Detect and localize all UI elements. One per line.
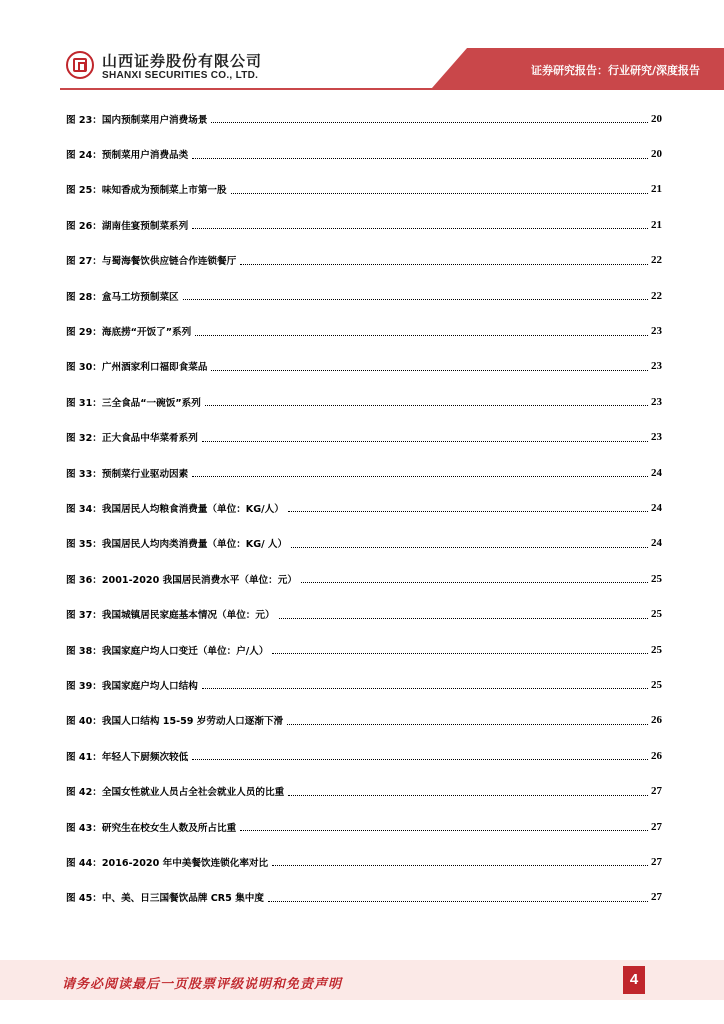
toc-entry-page: 25	[651, 572, 662, 585]
toc-leader-dots	[240, 830, 648, 831]
toc-entry-page: 22	[651, 289, 662, 302]
header-divider	[60, 88, 724, 90]
toc-entry[interactable]	[66, 207, 662, 242]
toc-leader-dots	[272, 865, 648, 866]
toc-entry-page: 22	[651, 254, 662, 267]
toc-entry[interactable]	[66, 243, 662, 278]
toc-entry-label: 图 26：湖南佳宴预制菜系列	[66, 220, 189, 232]
toc-entry-label: 图 44：2016-2020 年中美餐饮连锁化率对比	[66, 857, 269, 869]
toc-entry-label: 图 43：研究生在校女生人数及所占比重	[66, 822, 237, 834]
toc-entry-label: 图 37：我国城镇居民家庭基本情况（单位：元）	[66, 610, 275, 622]
company-logo-icon	[66, 51, 94, 79]
toc-entry[interactable]	[66, 703, 662, 738]
toc-entry-page: 23	[651, 360, 662, 373]
toc-entry-page: 23	[651, 431, 662, 444]
toc-entry-label: 图 33：预制菜行业驱动因素	[66, 468, 189, 480]
toc-entry[interactable]	[66, 596, 662, 631]
toc-entry[interactable]	[66, 136, 662, 171]
page-header	[0, 0, 724, 110]
page-number: 4	[623, 966, 645, 994]
toc-entry-page: 23	[651, 395, 662, 408]
toc-leader-dots	[272, 653, 648, 654]
toc-entry[interactable]	[66, 384, 662, 419]
toc-leader-dots	[291, 547, 648, 548]
toc-entry[interactable]	[66, 632, 662, 667]
toc-entry[interactable]	[66, 172, 662, 207]
toc-leader-dots	[202, 441, 648, 442]
toc-entry-label: 图 28：盒马工坊预制菜区	[66, 291, 179, 303]
toc-entry-page: 26	[651, 749, 662, 762]
toc-leader-dots	[192, 228, 648, 229]
toc-entry-page: 25	[651, 643, 662, 656]
company-name-cn: 山西证券股份有限公司	[102, 52, 263, 70]
toc-entry[interactable]	[66, 561, 662, 596]
toc-entry-page: 24	[651, 501, 662, 514]
toc-entry-label: 图 24：预制菜用户消费品类	[66, 150, 189, 162]
toc-entry-label: 图 45：中、美、日三国餐饮品牌 CR5 集中度	[66, 893, 264, 905]
toc-entry-label: 图 35：我国居民人均肉类消费量（单位：KG/ 人）	[66, 539, 288, 551]
toc-entry-label: 图 29：海底捞“开饭了”系列	[66, 327, 192, 339]
toc-leader-dots	[268, 901, 648, 902]
toc-entry[interactable]	[66, 880, 662, 915]
toc-entry-page: 23	[651, 325, 662, 338]
toc-entry-page: 27	[651, 891, 662, 904]
toc-entry-page: 21	[651, 183, 662, 196]
toc-leader-dots	[211, 370, 648, 371]
figure-list	[66, 101, 662, 915]
toc-entry[interactable]	[66, 349, 662, 384]
toc-entry-label: 图 30：广州酒家利口福即食菜品	[66, 362, 208, 374]
toc-entry-label: 图 34：我国居民人均粮食消费量（单位：KG/人）	[66, 503, 284, 515]
toc-leader-dots	[205, 405, 648, 406]
toc-entry-label: 图 36：2001-2020 我国居民消费水平（单位：元）	[66, 574, 297, 586]
toc-entry[interactable]	[66, 278, 662, 313]
toc-entry[interactable]	[66, 420, 662, 455]
toc-entry[interactable]	[66, 809, 662, 844]
toc-leader-dots	[202, 688, 648, 689]
toc-entry-page: 27	[651, 785, 662, 798]
toc-entry-label: 图 32：正大食品中华菜肴系列	[66, 433, 198, 445]
toc-entry-label: 图 31：三全食品“一碗饭”系列	[66, 397, 201, 409]
toc-entry[interactable]	[66, 667, 662, 702]
toc-entry-page: 26	[651, 714, 662, 727]
toc-leader-dots	[301, 582, 648, 583]
toc-entry-page: 24	[651, 537, 662, 550]
toc-entry-page: 20	[651, 112, 662, 125]
toc-entry-label: 图 41：年轻人下厨频次较低	[66, 751, 189, 763]
toc-entry-page: 20	[651, 148, 662, 161]
toc-leader-dots	[192, 476, 648, 477]
toc-leader-dots	[211, 122, 648, 123]
toc-entry-label: 图 27：与蜀海餐饮供应链合作连锁餐厅	[66, 256, 237, 268]
toc-entry[interactable]	[66, 313, 662, 348]
toc-leader-dots	[279, 618, 648, 619]
toc-entry-label: 图 23：国内预制菜用户消费场景	[66, 114, 208, 126]
toc-entry-label: 图 42：全国女性就业人员占全社会就业人员的比重	[66, 787, 285, 799]
toc-entry-page: 25	[651, 608, 662, 621]
toc-entry-label: 图 39：我国家庭户均人口结构	[66, 680, 198, 692]
toc-entry[interactable]	[66, 455, 662, 490]
toc-leader-dots	[192, 158, 648, 159]
toc-leader-dots	[195, 335, 648, 336]
toc-leader-dots	[240, 264, 648, 265]
page-footer	[0, 960, 724, 1000]
toc-leader-dots	[288, 511, 648, 512]
toc-entry-label: 图 40：我国人口结构 15-59 岁劳动人口逐渐下滑	[66, 716, 284, 728]
toc-leader-dots	[288, 795, 648, 796]
toc-entry-page: 24	[651, 466, 662, 479]
toc-leader-dots	[231, 193, 648, 194]
toc-entry[interactable]	[66, 526, 662, 561]
report-type: 证券研究报告：行业研究/深度报告	[530, 64, 700, 77]
toc-entry-page: 27	[651, 820, 662, 833]
toc-entry[interactable]	[66, 101, 662, 136]
toc-entry[interactable]	[66, 773, 662, 808]
company-name-en: SHANXI SECURITIES CO., LTD.	[102, 70, 259, 81]
toc-entry[interactable]	[66, 844, 662, 879]
toc-entry-label: 图 25：味知香成为预制菜上市第一股	[66, 185, 227, 197]
toc-entry-page: 25	[651, 678, 662, 691]
toc-entry-page: 21	[651, 218, 662, 231]
toc-entry[interactable]	[66, 738, 662, 773]
toc-leader-dots	[192, 759, 648, 760]
toc-entry-page: 27	[651, 855, 662, 868]
footer-disclaimer: 请务必阅读最后一页股票评级说明和免责声明	[62, 977, 343, 992]
toc-leader-dots	[183, 299, 648, 300]
toc-entry[interactable]	[66, 490, 662, 525]
toc-entry-label: 图 38：我国家庭户均人口变迁（单位：户/人）	[66, 645, 269, 657]
toc-leader-dots	[287, 724, 648, 725]
